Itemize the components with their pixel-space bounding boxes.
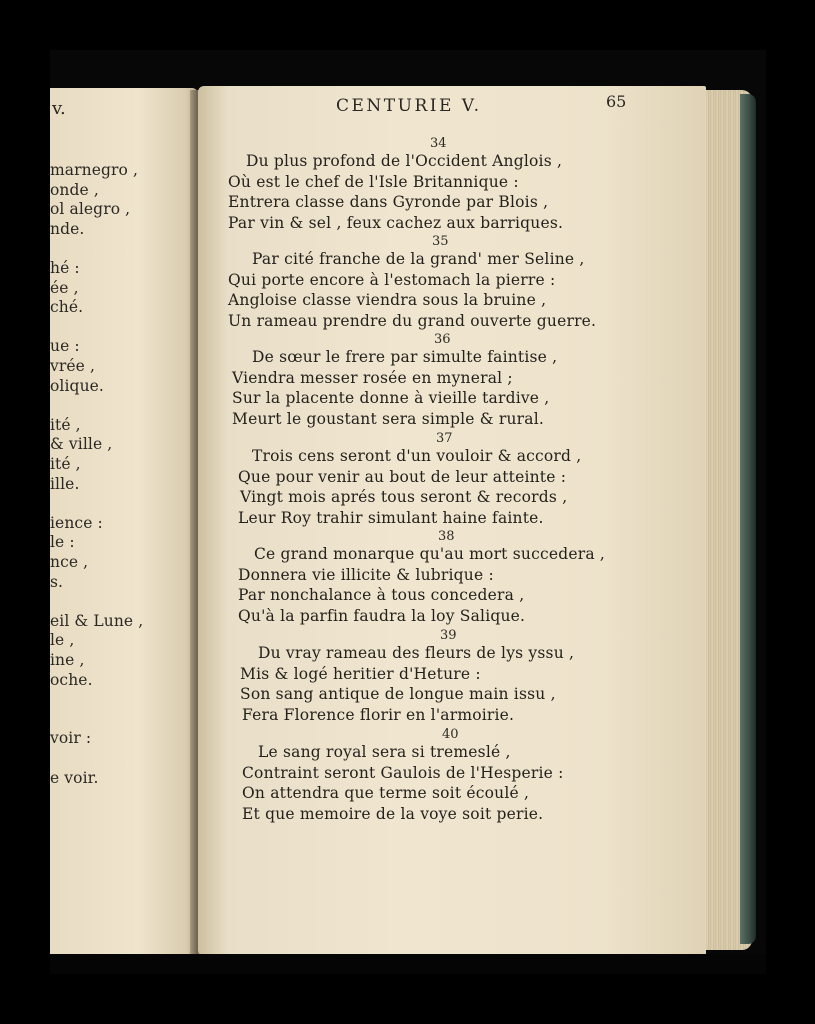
left-line: olique. [50,376,104,395]
left-line: nce , [50,553,89,571]
verse-line: Du plus profond de l'Occident Anglois , [246,152,563,170]
quatrain-number: 37 [436,431,453,446]
verse-line: Son sang antique de longue main issu , [240,685,556,703]
verse-line: Ce grand monarque qu'au mort succedera , [254,545,606,563]
verse-line: Contraint seront Gaulois de l'Hesperie : [242,763,564,782]
book-photo [50,50,766,974]
left-line: hé : [50,259,80,277]
left-line: voir : [50,729,92,748]
left-line: ol alegro , [50,200,131,219]
quatrain-number: 39 [440,628,457,643]
verse-line: On attendra que terme soit écoulé , [242,784,530,802]
verse-line: Fera Florence florir en l'armoirie. [242,705,515,724]
left-line: ue : [50,337,80,356]
verse-line: Meurt le goustant sera simple & rural. [232,409,544,428]
verse-line: De sœur le frere par simulte faintise , [252,348,558,366]
book-cover-edge [740,94,756,944]
verse-line: Leur Roy trahir simulant haine fainte. [238,508,544,527]
left-running-head: v. [52,98,66,119]
verse-line: Que pour venir au bout de leur atteinte : [238,467,567,486]
verse-line: Un rameau prendre du grand ouverte guerre. [228,311,597,330]
left-line: s. [50,572,64,591]
verse-line: Sur la placente donne à vieille tardive , [232,389,550,407]
left-line: ité , [50,455,81,473]
left-line: onde , [50,180,99,199]
quatrain-number: 38 [438,529,455,544]
left-line: marnegro , [50,161,139,179]
left-line: vrée , [50,357,95,375]
left-line: nde. [50,219,85,238]
left-line: ité , [50,415,81,434]
left-line: le , [50,631,75,650]
left-line: ine , [50,651,85,669]
verse-line: Par cité franche de la grand' mer Seline , [252,250,585,268]
left-line: oche. [50,670,93,689]
running-title: CENTURIE V. [336,96,482,116]
right-page [198,86,706,956]
verse-line: Trois cens seront d'un vouloir & accord , [252,447,582,465]
verse-line: Par vin & sel , feux cachez aux barriques. [228,213,564,232]
page-number: 65 [606,92,627,111]
verse-line: Qui porte encore à l'estomach la pierre : [228,270,556,289]
verse-line: Et que memoire de la voye soit perie. [242,804,544,823]
verse-line: Angloise classe viendra sous la bruine , [228,291,547,309]
verse-line: Où est le chef de l'Isle Britannique : [228,172,519,191]
left-line: le : [50,533,75,552]
quatrain-number: 34 [430,136,447,151]
verse-line: Le sang royal sera si tremeslé , [258,743,511,761]
left-line: & ville , [50,435,113,454]
quatrain-number: 40 [442,727,459,742]
left-page [50,88,198,954]
verse-line: Vingt mois aprés tous seront & records , [240,488,568,506]
verse-line: Entrera classe dans Gyronde par Blois , [228,193,549,211]
left-line: ée , [50,278,79,297]
verse-line: Qu'à la parfin faudra la loy Salique. [238,606,526,625]
bottom-shadow [50,954,766,974]
verse-line: Mis & logé heritier d'Heture : [240,664,481,683]
verse-line: Par nonchalance à tous concedera , [238,586,525,604]
left-line: ille. [50,474,80,493]
quatrain-number: 35 [432,234,449,249]
left-line: e voir. [50,768,99,787]
quatrain-number: 36 [434,332,451,347]
left-line: ché. [50,298,84,317]
left-line: eil & Lune , [50,611,144,630]
verse-line: Du vray rameau des fleurs de lys yssu , [258,644,575,662]
left-line: ience : [50,513,103,532]
verse-line: Viendra messer rosée en myneral ; [232,368,513,387]
verse-line: Donnera vie illicite & lubrique : [238,565,494,584]
